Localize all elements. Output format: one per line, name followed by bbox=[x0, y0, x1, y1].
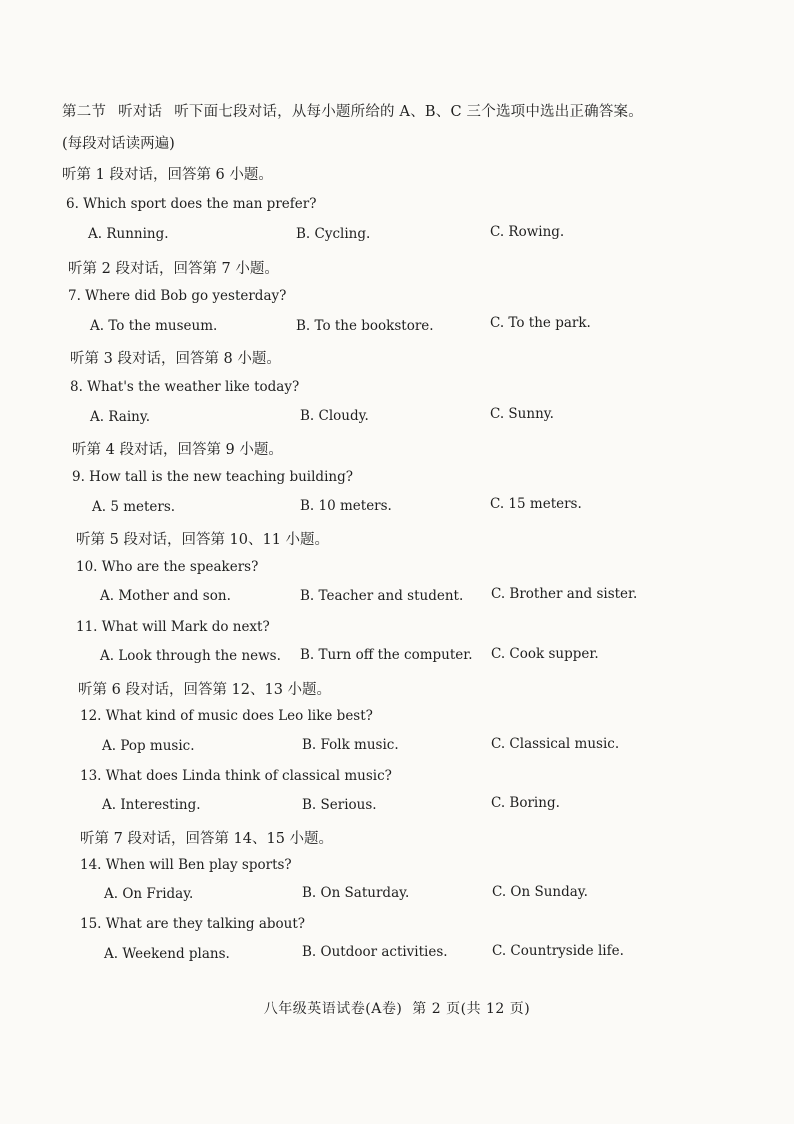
option-b: B. On Saturday. bbox=[302, 885, 410, 901]
question-text: 14. When will Ben play sports? bbox=[80, 857, 292, 873]
option-b: B. Teacher and student. bbox=[300, 588, 464, 604]
option-c: C. Boring. bbox=[491, 795, 560, 811]
option-a: A. Rainy. bbox=[90, 409, 150, 425]
option-a: A. Running. bbox=[88, 226, 169, 242]
question-text: 9. How tall is the new teaching building? bbox=[72, 469, 353, 485]
question-text: 11. What will Mark do next? bbox=[76, 619, 270, 635]
question-text: 6. Which sport does the man prefer? bbox=[66, 196, 317, 212]
option-b: B. 10 meters. bbox=[300, 498, 392, 514]
option-b: B. Turn off the computer. bbox=[300, 647, 473, 663]
option-a: A. On Friday. bbox=[104, 886, 194, 902]
section-heading bbox=[62, 100, 643, 121]
option-b: B. To the bookstore. bbox=[296, 318, 434, 334]
option-c: C. On Sunday. bbox=[492, 884, 588, 900]
dialogue-label: 听第 4 段对话，回答第 9 小题。 bbox=[72, 442, 283, 458]
option-c: C. Sunny. bbox=[490, 406, 554, 422]
section-title: 第二节 bbox=[62, 104, 107, 120]
option-b: B. Cycling. bbox=[296, 226, 371, 242]
option-a: A. To the museum. bbox=[90, 318, 218, 334]
page-number: 第 2 页(共 12 页) bbox=[412, 1001, 531, 1017]
option-a: A. Weekend plans. bbox=[104, 946, 230, 962]
option-b: B. Folk music. bbox=[302, 737, 399, 753]
option-c: C. Cook supper. bbox=[491, 646, 599, 662]
question-text: 8. What's the weather like today? bbox=[70, 379, 300, 395]
section-subtitle: 听对话 bbox=[118, 104, 163, 120]
option-a: A. Interesting. bbox=[102, 797, 201, 813]
dialogue-label: 听第 1 段对话，回答第 6 小题。 bbox=[62, 167, 273, 183]
option-c: C. 15 meters. bbox=[490, 496, 582, 512]
section-note: (每段对话读两遍) bbox=[62, 136, 175, 152]
exam-name: 八年级英语试卷(A卷) bbox=[263, 1001, 403, 1017]
option-c: C. Brother and sister. bbox=[491, 586, 638, 602]
page-footer bbox=[0, 998, 794, 1018]
question-text: 12. What kind of music does Leo like best? bbox=[80, 708, 373, 724]
dialogue-label: 听第 7 段对话，回答第 14、15 小题。 bbox=[80, 831, 334, 847]
option-c: C. Rowing. bbox=[490, 224, 565, 240]
question-text: 13. What does Linda think of classical music? bbox=[80, 768, 392, 784]
option-c: C. Classical music. bbox=[491, 736, 620, 752]
option-b: B. Outdoor activities. bbox=[302, 944, 448, 960]
dialogue-label: 听第 3 段对话，回答第 8 小题。 bbox=[70, 351, 281, 367]
option-a: A. Pop music. bbox=[102, 738, 195, 754]
option-a: A. 5 meters. bbox=[92, 499, 176, 515]
question-text: 10. Who are the speakers? bbox=[76, 559, 259, 575]
dialogue-label: 听第 2 段对话，回答第 7 小题。 bbox=[68, 261, 279, 277]
option-c: C. To the park. bbox=[490, 315, 591, 331]
option-c: C. Countryside life. bbox=[492, 943, 624, 959]
section-instruction: 听下面七段对话，从每小题所给的 A、B、C 三个选项中选出正确答案。 bbox=[174, 104, 643, 120]
dialogue-label: 听第 6 段对话，回答第 12、13 小题。 bbox=[78, 682, 332, 698]
option-a: A. Look through the news. bbox=[100, 648, 281, 664]
question-text: 15. What are they talking about? bbox=[80, 916, 305, 932]
dialogue-label: 听第 5 段对话，回答第 10、11 小题。 bbox=[76, 532, 330, 548]
option-a: A. Mother and son. bbox=[100, 588, 231, 604]
question-text: 7. Where did Bob go yesterday? bbox=[68, 288, 287, 304]
option-b: B. Cloudy. bbox=[300, 408, 369, 424]
option-b: B. Serious. bbox=[302, 797, 377, 813]
